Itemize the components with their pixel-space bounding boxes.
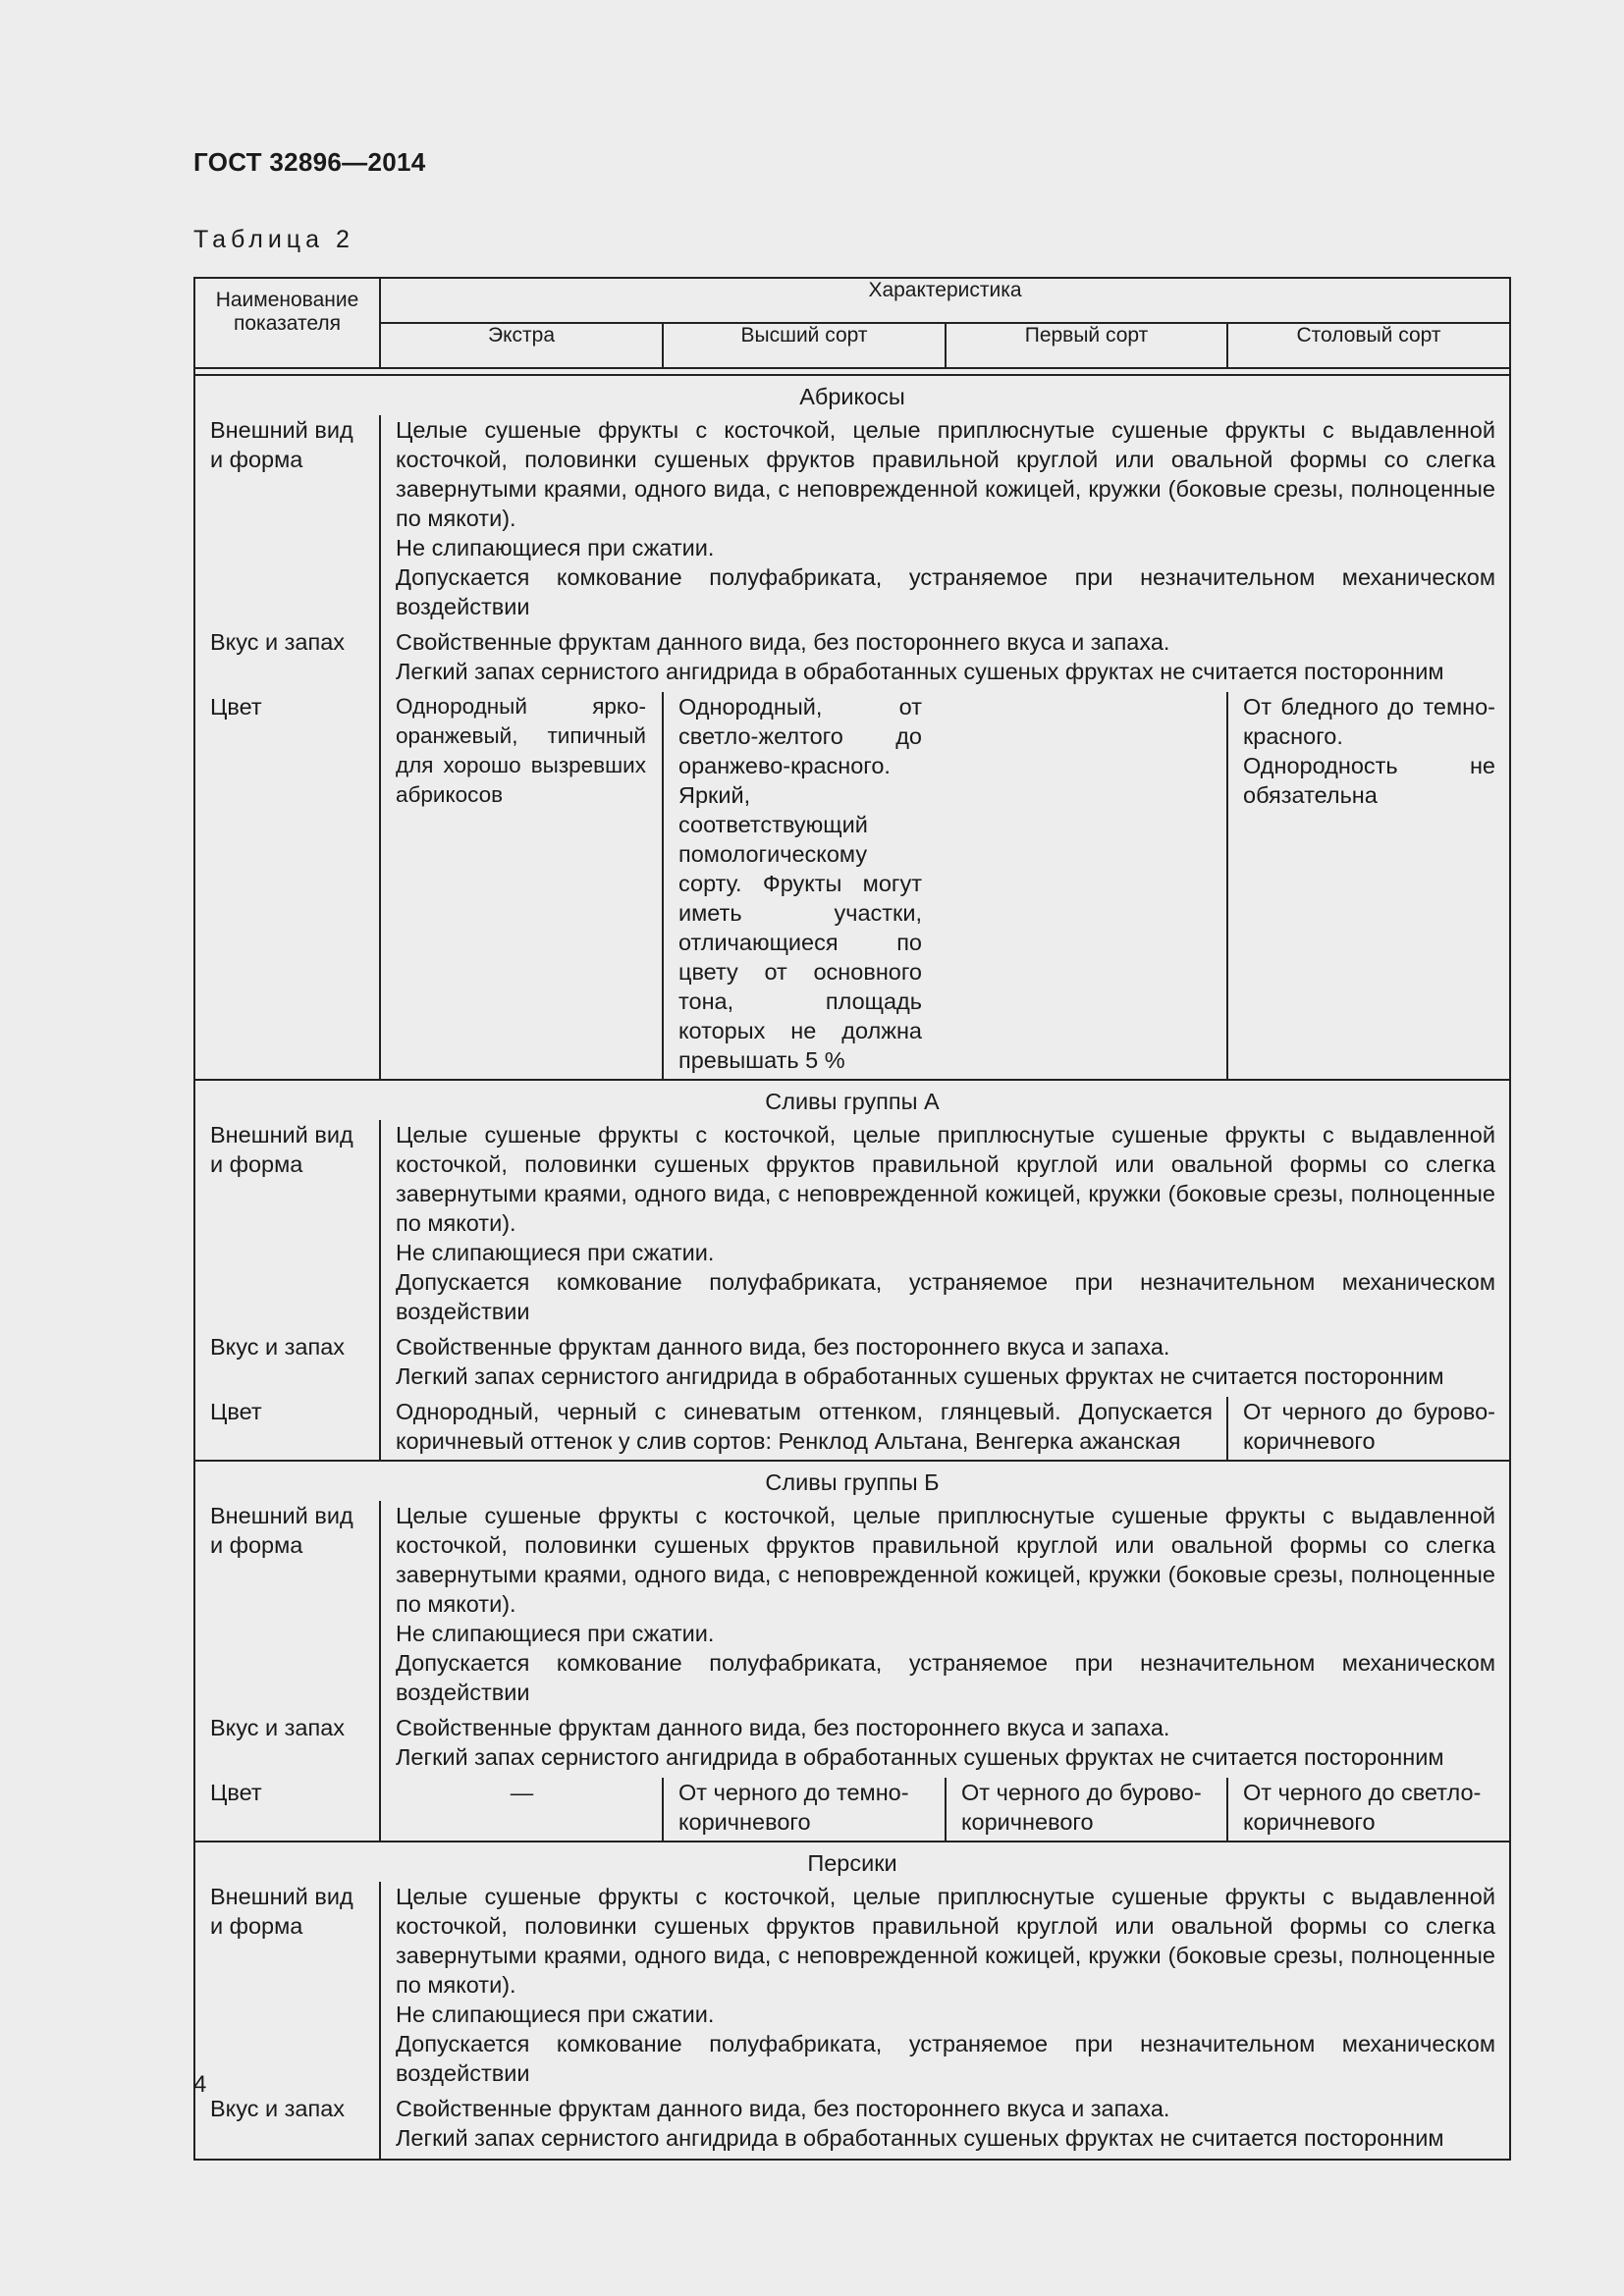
row-label-taste: Вкус и запах [194, 627, 380, 692]
section-title-peaches: Персики [194, 1842, 1510, 1882]
header-separator [194, 368, 1510, 375]
color-higher-first: Однородный, от светло-желтого до оранжево-красного. Яркий, соответствующий помологическому сорту. Фрукты могут иметь участки, отличающиеся по цвету от основного тона, площадь которых не должна превышать 5 % [663, 692, 1227, 1080]
color-table-grade: От черного до бурово-коричневого [1227, 1397, 1510, 1461]
color-higher: От черного до темно-коричневого [663, 1778, 946, 1842]
appearance-description: Целые сушеные фрукты с косточкой, целые приплюснутые сушеные фрукты с выдавленной косточкой, половинки сушеных фруктов правильной круглой или овальной формы со слегка завернутыми краями, одного вида, с неповрежденной кожицей, кружки (боковые срезы, полноценные по мякоти). Не слипающиеся при сжатии. Допускается комкование полуфабриката, устраняемое при незначительном механическом воздействии [380, 1882, 1510, 2094]
row-label-taste: Вкус и запах [194, 2094, 380, 2160]
row-label-color: Цвет [194, 692, 380, 1080]
row-label-color: Цвет [194, 1778, 380, 1842]
color-extra-higher-first: Однородный, черный с синеватым оттенком, глянцевый. Допускается коричневый оттенок у слив сортов: Ренклод Альтана, Венгерка ажанская [380, 1397, 1227, 1461]
row-label-appearance: Внешний вид и форма [194, 1501, 380, 1713]
row-label-taste: Вкус и запах [194, 1713, 380, 1778]
grade-header-higher: Высший сорт [663, 323, 946, 368]
appearance-description: Целые сушеные фрукты с косточкой, целые приплюснутые сушеные фрукты с выдавленной косточкой, половинки сушеных фруктов правильной круглой или овальной формы со слегка завернутыми краями, одного вида, с неповрежденной кожицей, кружки (боковые срезы, полноценные по мякоти). Не слипающиеся при сжатии. Допускается комкование полуфабриката, устраняемое при незначительном механическом воздействии [380, 1120, 1510, 1332]
color-table-grade: От черного до светло-коричневого [1227, 1778, 1510, 1842]
section-title-plums-b: Сливы группы Б [194, 1461, 1510, 1501]
color-table-grade: От бледного до темно-красного. Однородность не обязательна [1227, 692, 1510, 1080]
row-label-appearance: Внешний вид и форма [194, 1120, 380, 1332]
row-label-taste: Вкус и запах [194, 1332, 380, 1397]
grade-header-first: Первый сорт [946, 323, 1227, 368]
section-title-apricots: Абрикосы [194, 375, 1510, 415]
row-label-color: Цвет [194, 1397, 380, 1461]
appearance-description: Целые сушеные фрукты с косточкой, целые приплюснутые сушеные фрукты с выдавленной косточкой, половинки сушеных фруктов правильной круглой или овальной формы со слегка завернутыми краями, одного вида, с неповрежденной кожицей, кружки (боковые срезы, полноценные по мякоти). Не слипающиеся при сжатии. Допускается комкование полуфабриката, устраняемое при незначительном механическом воздействии [380, 415, 1510, 627]
column-header-indicator: Наименование показателя [194, 278, 380, 368]
row-label-appearance: Внешний вид и форма [194, 415, 380, 627]
taste-description: Свойственные фруктам данного вида, без постороннего вкуса и запаха. Легкий запах сернистого ангидрида в обработанных сушеных фруктах не считается посторонним [380, 1332, 1510, 1397]
grade-header-table: Столовый сорт [1227, 323, 1510, 368]
page-number: 4 [193, 2071, 207, 2098]
section-title-plums-a: Сливы группы А [194, 1080, 1510, 1120]
document-header: ГОСТ 32896—2014 [193, 147, 426, 177]
color-extra: — [380, 1778, 663, 1842]
taste-description: Свойственные фруктам данного вида, без постороннего вкуса и запаха. Легкий запах сернистого ангидрида в обработанных сушеных фруктах не считается посторонним [380, 1713, 1510, 1778]
taste-description: Свойственные фруктам данного вида, без постороннего вкуса и запаха. Легкий запах сернистого ангидрида в обработанных сушеных фруктах не считается посторонним [380, 627, 1510, 692]
quality-table [193, 277, 1511, 2161]
color-first: От черного до бурово-коричневого [946, 1778, 1227, 1842]
taste-description: Свойственные фруктам данного вида, без постороннего вкуса и запаха. Легкий запах сернистого ангидрида в обработанных сушеных фруктах не считается посторонним [380, 2094, 1510, 2160]
grade-header-extra: Экстра [380, 323, 663, 368]
column-header-characteristic: Характеристика [380, 278, 1510, 323]
table-caption: Таблица 2 [193, 226, 354, 253]
row-label-appearance: Внешний вид и форма [194, 1882, 380, 2094]
appearance-description: Целые сушеные фрукты с косточкой, целые приплюснутые сушеные фрукты с выдавленной косточкой, половинки сушеных фруктов правильной круглой или овальной формы со слегка завернутыми краями, одного вида, с неповрежденной кожицей, кружки (боковые срезы, полноценные по мякоти). Не слипающиеся при сжатии. Допускается комкование полуфабриката, устраняемое при незначительном механическом воздействии [380, 1501, 1510, 1713]
color-extra: Однородный ярко-оранжевый, типичный для хорошо вызревших абрикосов [380, 692, 663, 1080]
